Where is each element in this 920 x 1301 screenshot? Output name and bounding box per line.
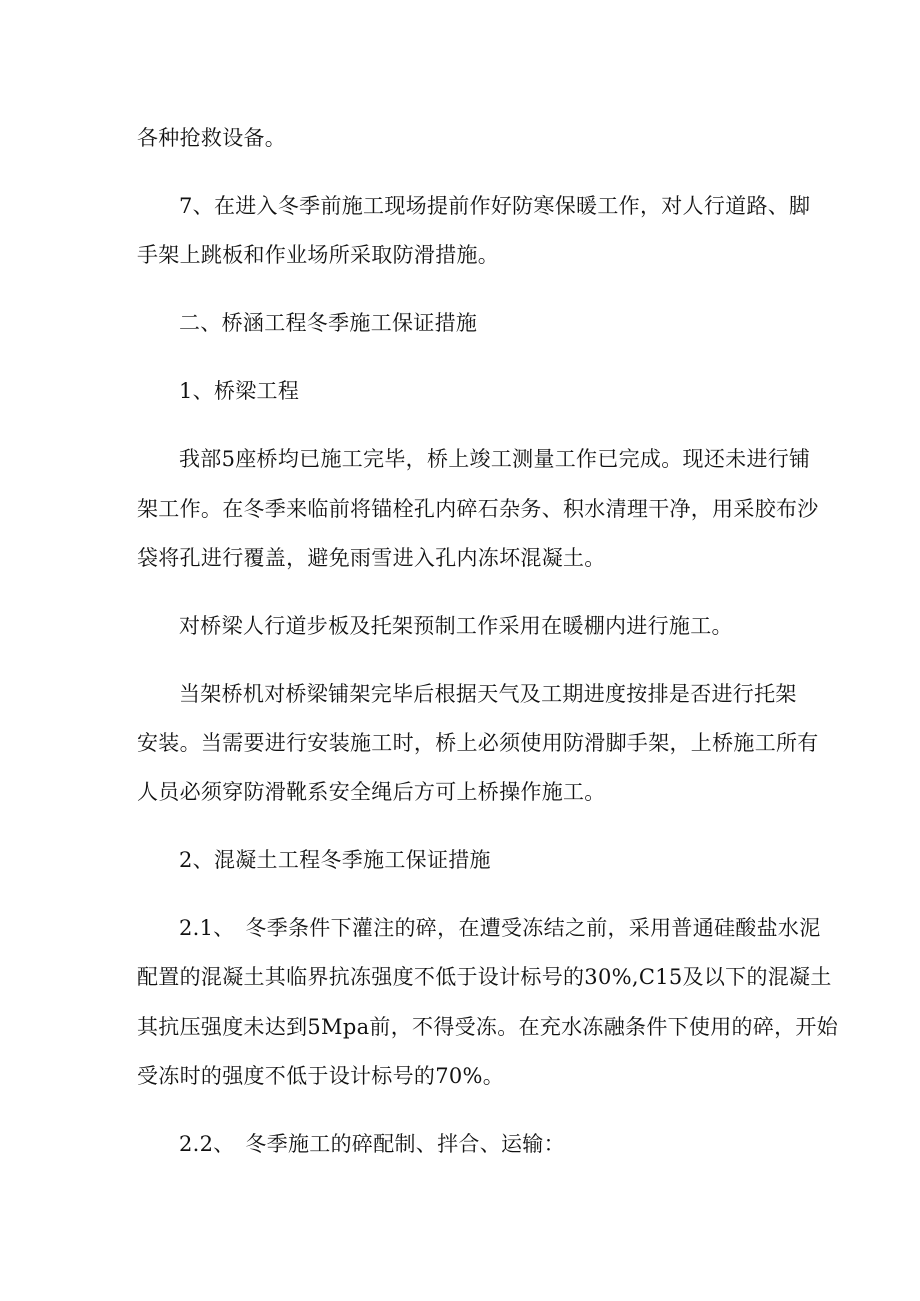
paragraph-line: 我部5座桥均已施工完毕，桥上竣工测量工作已完成。现还未进行铺 <box>179 447 811 471</box>
paragraph-line: 配置的混凝土其临界抗冻强度不低于设计标号的30%,C15及以下的混凝土 <box>137 965 832 989</box>
subsection-heading: 2、混凝土工程冬季施工保证措施 <box>179 848 491 872</box>
paragraph-line: 2.1、 冬季条件下灌注的碎，在遭受冻结之前，采用普通硅酸盐水泥 <box>179 916 821 940</box>
paragraph-line: 对桥梁人行道步板及托架预制工作采用在暖棚内进行施工。 <box>179 614 733 638</box>
paragraph-line: 当架桥机对桥梁铺架完毕后根据天气及工期进度按排是否进行托架 <box>179 682 797 706</box>
paragraph-line: 受冻时的强度不低于设计标号的70%。 <box>137 1064 505 1088</box>
paragraph-line: 手架上跳板和作业场所采取防滑措施。 <box>137 243 500 267</box>
paragraph-line: 安装。当需要进行安装施工时，桥上必须使用防滑脚手架，上桥施工所有 <box>137 731 819 755</box>
paragraph-line: 2.2、 冬季施工的碎配制、拌合、运输： <box>179 1132 565 1156</box>
subsection-heading: 1、桥梁工程 <box>179 379 300 403</box>
paragraph-line: 其抗压强度未达到5Mpa前，不得受冻。在充水冻融条件下使用的碎，开始 <box>137 1015 839 1039</box>
paragraph-line: 袋将孔进行覆盖，避免雨雪进入孔内冻坏混凝土。 <box>137 546 606 570</box>
paragraph-line: 架工作。在冬季来临前将锚栓孔内碎石杂务、积水清理干净，用采胶布沙 <box>137 497 819 521</box>
paragraph-line: 人员必须穿防滑靴系安全绳后方可上桥操作施工。 <box>137 780 606 804</box>
paragraph-line: 各种抢救设备。 <box>137 126 287 150</box>
section-heading: 二、桥涵工程冬季施工保证措施 <box>179 311 478 335</box>
paragraph-line: 7、在进入冬季前施工现场提前作好防寒保暖工作，对人行道路、脚 <box>179 194 811 218</box>
